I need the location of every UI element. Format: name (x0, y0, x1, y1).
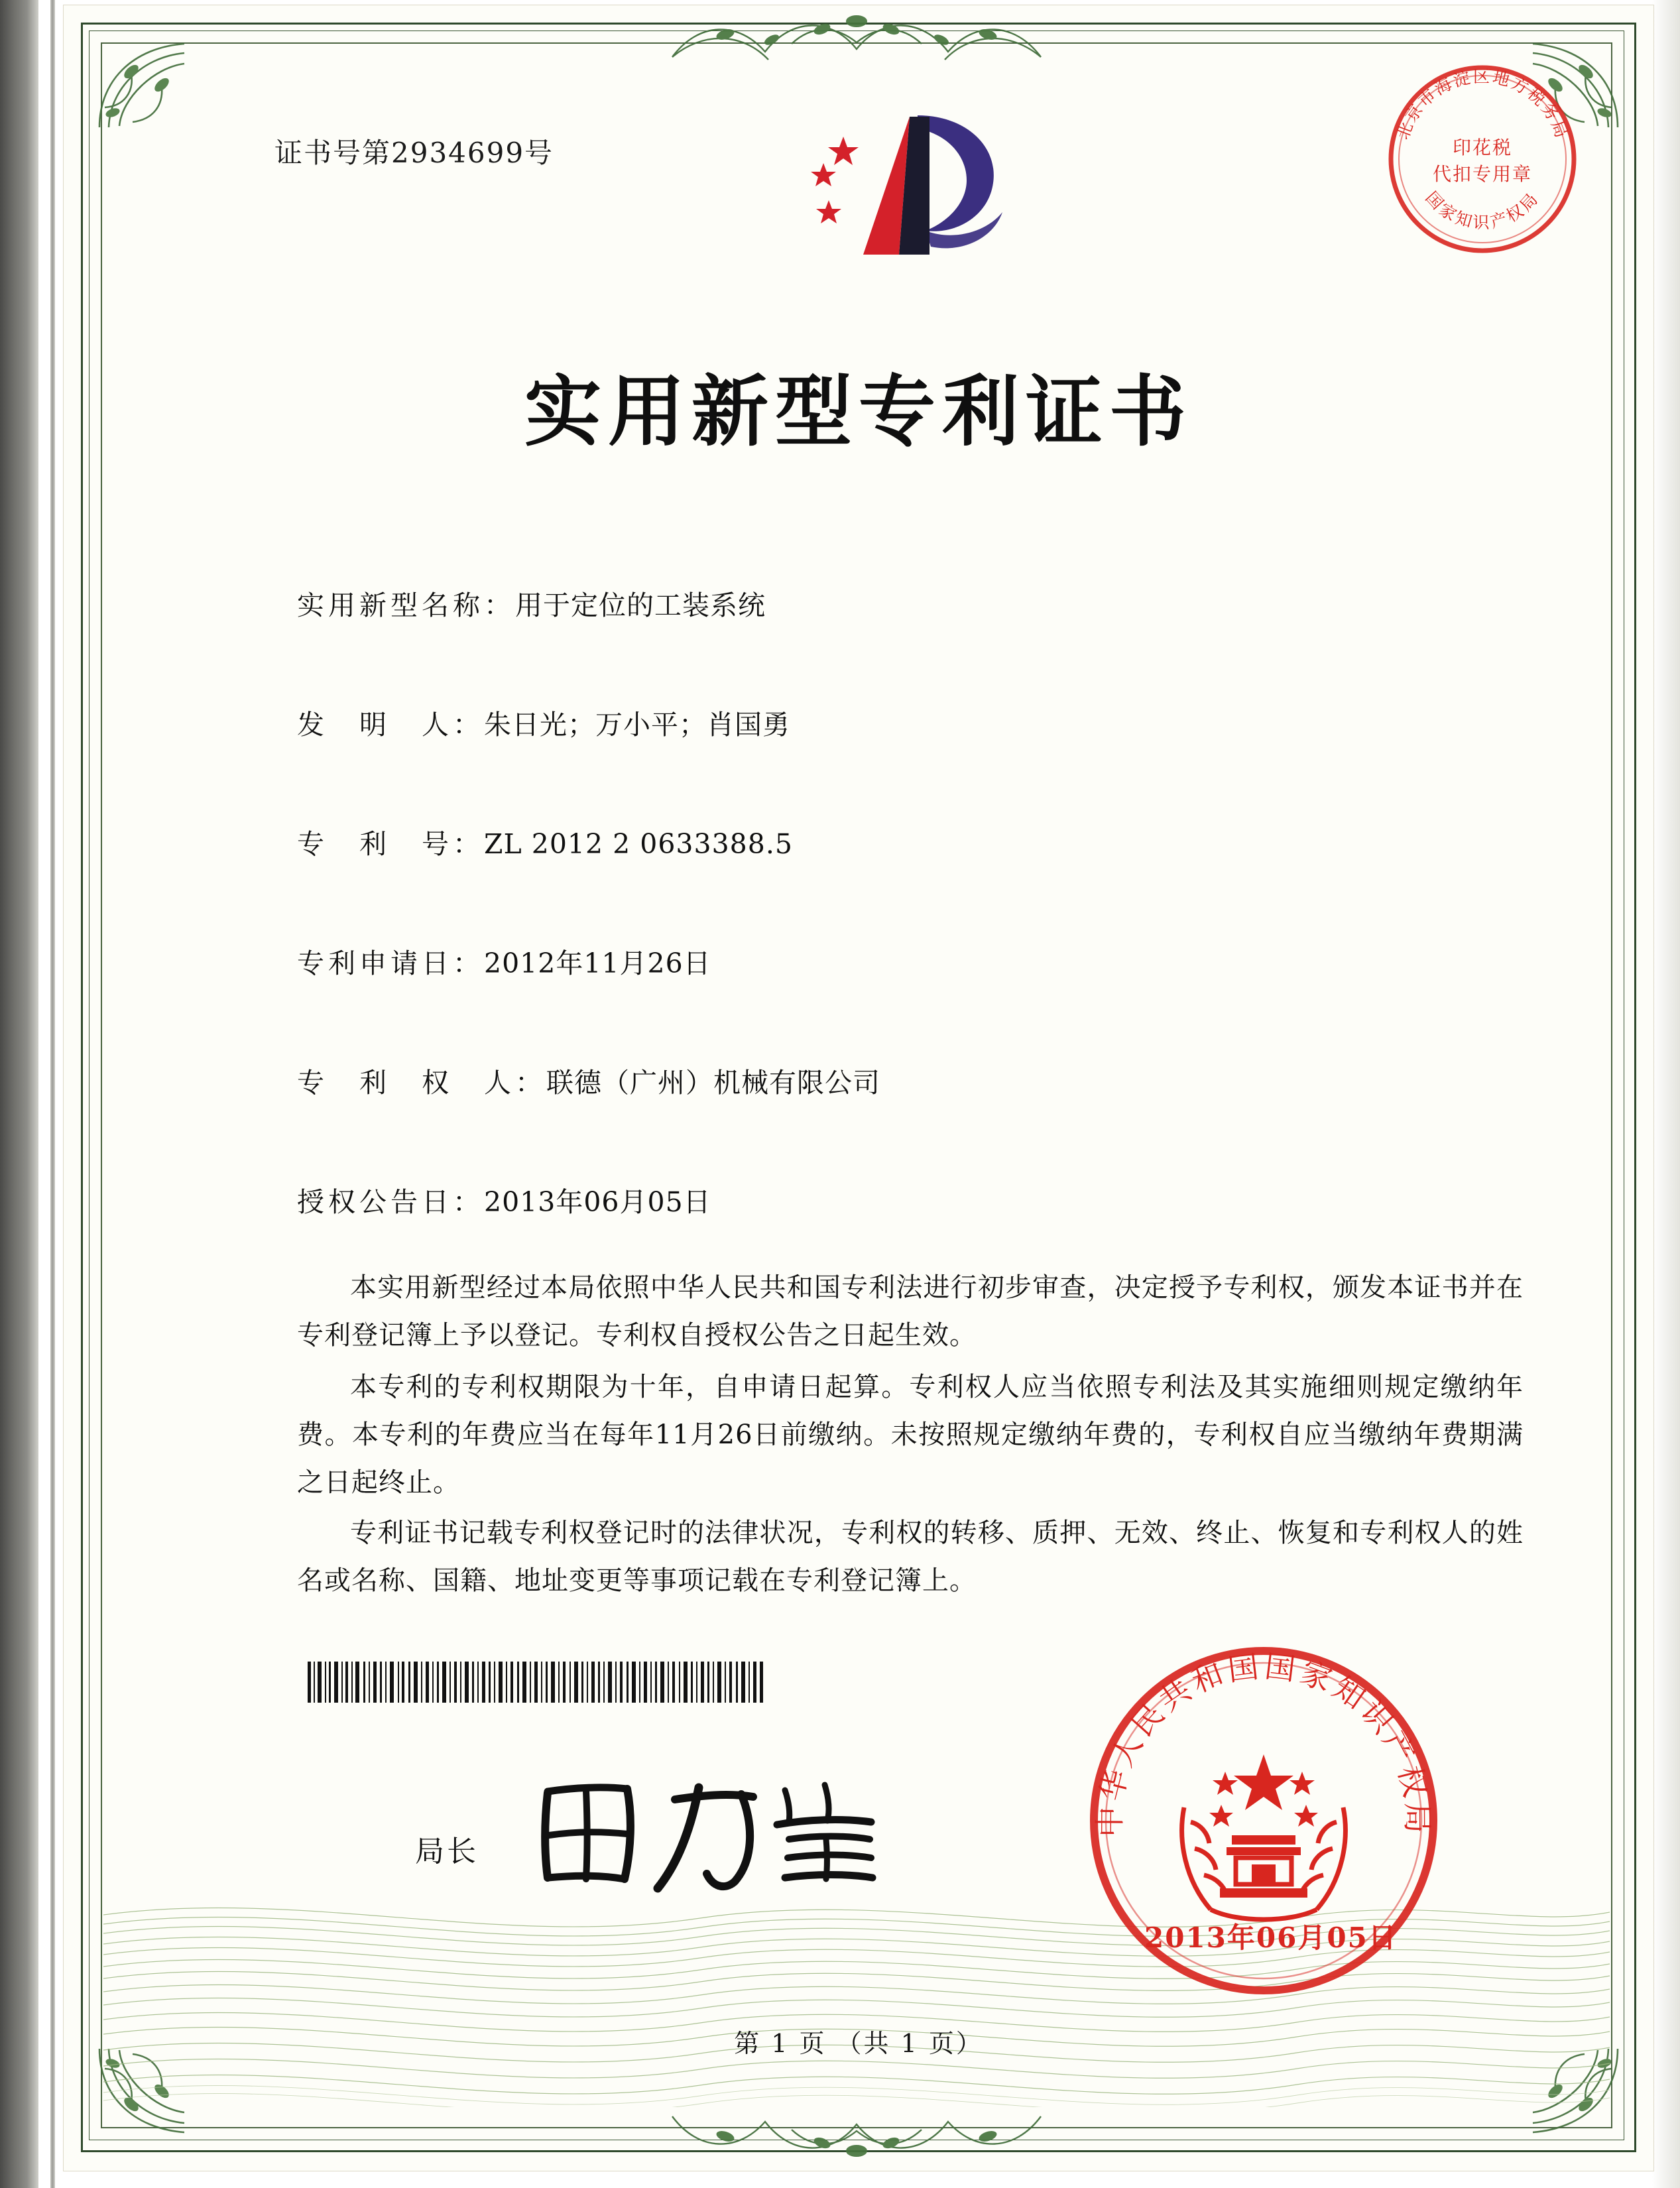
field-label: 专 利 权 人： (297, 1067, 546, 1099)
patent-certificate (64, 5, 1653, 2171)
svg-text:印花税: 印花税 (1452, 137, 1513, 158)
certificate-number: 证书号第2934699号 (274, 137, 554, 169)
field-value: 联德（广州）机械有限公司 (546, 1067, 880, 1099)
paragraph-register-notice: 专利证书记载专利权登记时的法律状况，专利权的转移、质押、无效、终止、恢复和专利权人的姓名或名称、国籍、地址变更等事项记载在专利登记簿上。 (297, 1518, 1524, 1596)
field-patent-holder (297, 1061, 880, 1100)
field-value: 2013年06月05日 (484, 1186, 711, 1218)
field-value: ZL 2012 2 0633388.5 (484, 828, 793, 860)
svg-text:代扣专用章: 代扣专用章 (1432, 163, 1533, 185)
svg-text:北京市海淀区地方税务局: 北京市海淀区地方税务局 (1393, 67, 1572, 143)
page-title: 实用新型专利证书 (524, 367, 1193, 457)
vine-top-svg (102, 5, 1611, 66)
paragraph-grant-statement: 本实用新型经过本局依照中华人民共和国专利法进行初步审查，决定授予专利权，颁发本证书并在专利登记簿上予以登记。专利权自授权公告之日起生效。 (297, 1272, 1524, 1351)
scanner-right-shade (1652, 0, 1680, 2188)
page-footer: 第 1 页 （共 1 页） (734, 2029, 983, 2058)
field-utility-model-name (297, 583, 766, 623)
scanner-left-edge (0, 0, 38, 2188)
patent-office-logo-icon (800, 111, 1018, 264)
field-value: 朱日光；万小平；肖国勇 (484, 709, 790, 741)
corner-ornament-top-left (93, 34, 192, 134)
ornament-vine-bottom (102, 2103, 1611, 2164)
vine-bottom-svg (102, 2103, 1611, 2164)
ornament-vine-top (102, 5, 1611, 66)
svg-text:中华人民共和国国家知识产权局: 中华人民共和国国家知识产权局 (1091, 1648, 1436, 1837)
field-grant-announcement-date (297, 1180, 711, 1219)
field-label: 实用新型名称： (297, 589, 515, 621)
director-signature (521, 1761, 892, 1914)
field-value: 用于定位的工装系统 (515, 589, 766, 621)
field-label: 授权公告日： (297, 1186, 484, 1218)
stamp-duty-seal (1383, 60, 1582, 259)
field-patent-number (297, 822, 793, 861)
barcode (308, 1662, 765, 1703)
field-inventor (297, 703, 790, 742)
field-label: 发 明 人： (297, 709, 484, 741)
field-value: 2012年11月26日 (484, 947, 711, 979)
seal-date: 2013年06月05日 (1144, 1921, 1398, 1954)
director-label: 局长 (415, 1835, 479, 1868)
paragraph-term-and-fees: 本专利的专利权期限为十年，自申请日起算。专利权人应当依照专利法及其实施细则规定缴纳年费。本专利的年费应当在每年11月26日前缴纳。未按照规定缴纳年费的，专利权自应当缴纳年费期满之日起终止。 (297, 1372, 1524, 1498)
field-label: 专 利 号： (297, 828, 484, 860)
scanner-edge-seam (50, 0, 55, 2188)
field-application-date (297, 942, 711, 981)
svg-text:国家知识产权局: 国家知识产权局 (1421, 188, 1543, 232)
field-label: 专利申请日： (297, 947, 484, 979)
